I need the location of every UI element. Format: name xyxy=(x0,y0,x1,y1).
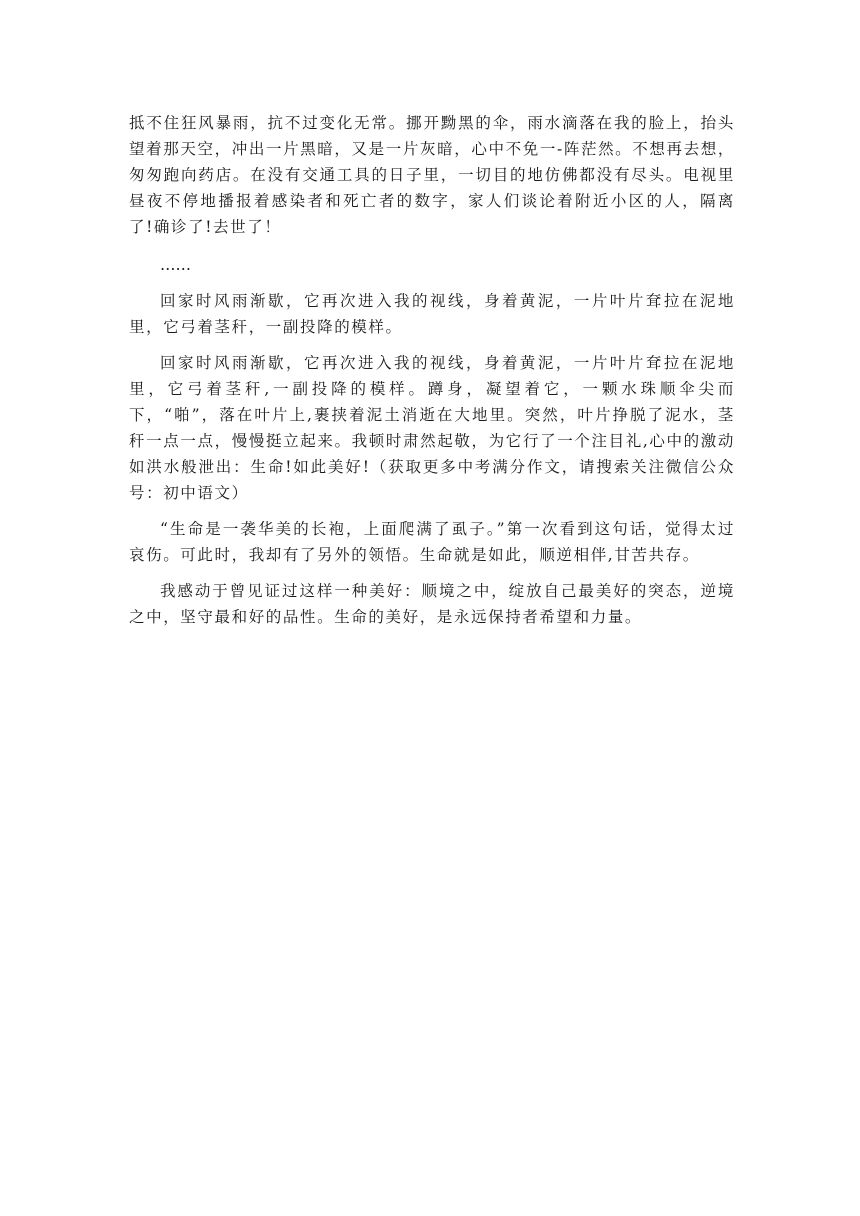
paragraph-life-quote: “生命是一袭华美的长袍，上面爬满了虱子。”第一次看到这句话，觉得太过哀伤。可此时，我却有了另外的领悟。生命就是如此，顺逆相伴,甘苦共存。 xyxy=(129,520,735,564)
paragraph-ellipsis: …… xyxy=(160,256,191,274)
paragraph-return-home: 回家时风雨渐歇，它再次进入我的视线，身着黄泥，一片叶片耷拉在泥地里，它弓着茎秆，一副投降的模样。 xyxy=(129,292,735,336)
essay-body xyxy=(129,110,735,640)
paragraph-conclusion: 我感动于曾见证过这样一种美好：顺境之中，绽放自己最美好的突态，逆境之中，坚守最和好的品性。生命的美好，是永远保持者希望和力量。 xyxy=(129,582,735,626)
paragraph-plant-rises: 回家时风雨渐歇，它再次进入我的视线，身着黄泥，一片叶片耷拉在泥地里，它弓着茎秆,一副投降的模样。蹲身，凝望着它，一颗水珠顺伞尖而下，“啪”，落在叶片上,裹挟着泥土消逝在大地里。突然，叶片挣脱了泥水，茎秆一点一点，慢慢挺立起来。我顿时肃然起敬，为它行了一个注目礼,心中的激动如洪水般泄出：生命!如此美好!（获取更多中考满分作文，请搜索关注微信公众号：初中语文） xyxy=(129,354,735,502)
paragraph-storm: 抵不住狂风暴雨，抗不过变化无常。挪开黝黑的伞，雨水滴落在我的脸上，抬头望着那天空，冲出一片黑暗，又是一片灰暗，心中不免一-阵茫然。不想再去想，匆匆跑向药店。在没有交通工具的日子里，一切目的地仿佛都没有尽头。电视里昼夜不停地播报着感染者和死亡者的数字，家人们谈论着附近小区的人，隔离了!确诊了!去世了！ xyxy=(129,114,735,236)
